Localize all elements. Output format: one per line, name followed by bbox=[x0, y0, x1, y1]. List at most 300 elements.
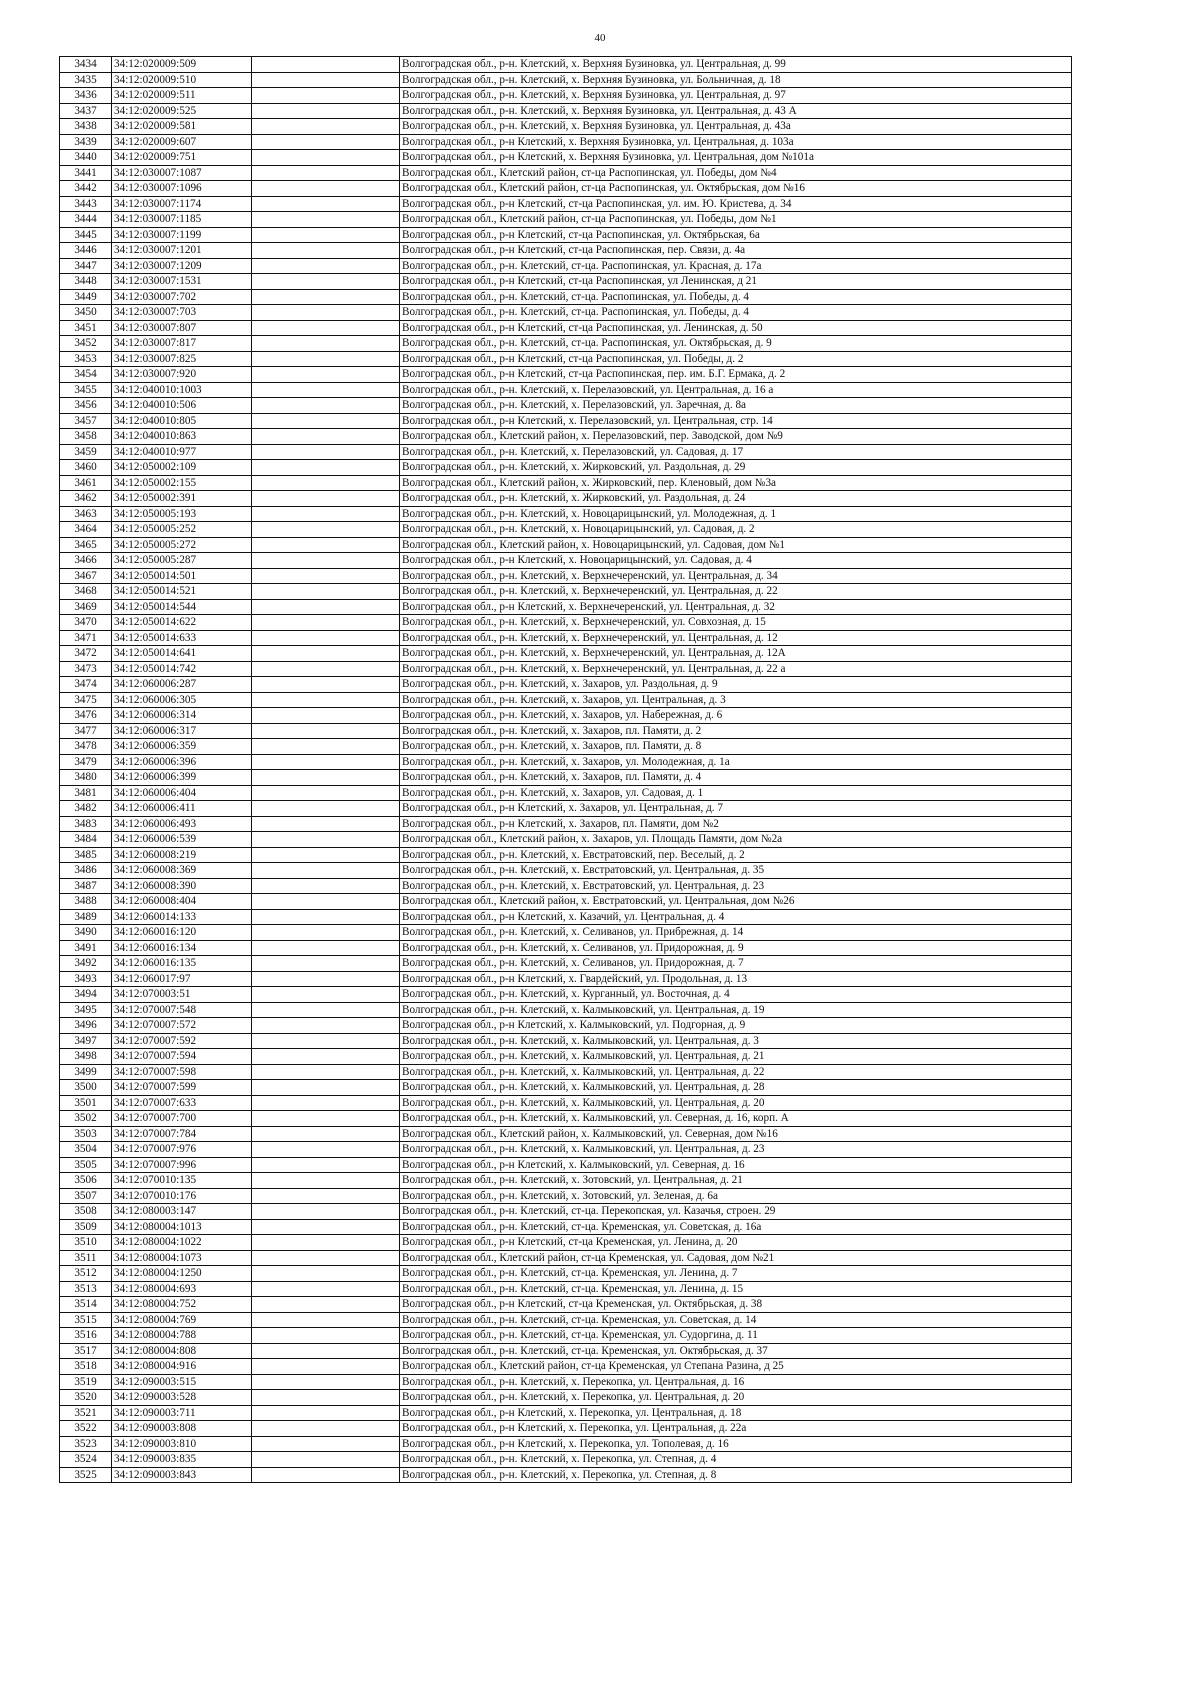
table-row bbox=[60, 429, 1072, 445]
cadastral-number: 34:12:060006:305 bbox=[112, 692, 252, 708]
empty-cell bbox=[252, 165, 400, 181]
empty-cell bbox=[252, 1297, 400, 1313]
row-number: 3472 bbox=[60, 646, 112, 662]
empty-cell bbox=[252, 770, 400, 786]
row-number: 3498 bbox=[60, 1049, 112, 1065]
cadastral-number: 34:12:060006:399 bbox=[112, 770, 252, 786]
address: Волгоградская обл., р-н. Клетский, х. Верхнечеренский, ул. Центральная, д. 34 bbox=[400, 568, 1072, 584]
table-row bbox=[60, 630, 1072, 646]
table-row bbox=[60, 1219, 1072, 1235]
row-number: 3481 bbox=[60, 785, 112, 801]
table-row bbox=[60, 522, 1072, 538]
table-row bbox=[60, 739, 1072, 755]
empty-cell bbox=[252, 351, 400, 367]
row-number: 3484 bbox=[60, 832, 112, 848]
row-number: 3470 bbox=[60, 615, 112, 631]
cadastral-number: 34:12:070007:784 bbox=[112, 1126, 252, 1142]
row-number: 3509 bbox=[60, 1219, 112, 1235]
table-body bbox=[60, 57, 1072, 1483]
empty-cell bbox=[252, 429, 400, 445]
address: Волгоградская обл., р-н. Клетский, х. Калмыковский, ул. Центральная, д. 28 bbox=[400, 1080, 1072, 1096]
table-row bbox=[60, 1421, 1072, 1437]
cadastral-number: 34:12:070007:700 bbox=[112, 1111, 252, 1127]
empty-cell bbox=[252, 57, 400, 73]
empty-cell bbox=[252, 1390, 400, 1406]
row-number: 3450 bbox=[60, 305, 112, 321]
empty-cell bbox=[252, 382, 400, 398]
row-number: 3495 bbox=[60, 1002, 112, 1018]
row-number: 3508 bbox=[60, 1204, 112, 1220]
table-row bbox=[60, 382, 1072, 398]
table-row bbox=[60, 987, 1072, 1003]
address: Волгоградская обл., Клетский район, х. Новоцарицынский, ул. Садовая, дом №1 bbox=[400, 537, 1072, 553]
cadastral-number: 34:12:070003:51 bbox=[112, 987, 252, 1003]
cadastral-number: 34:12:070010:176 bbox=[112, 1188, 252, 1204]
table-row bbox=[60, 1405, 1072, 1421]
address: Волгоградская обл., р-н Клетский, ст-ца Распопинская, пер. Связи, д. 4а bbox=[400, 243, 1072, 259]
cadastral-number: 34:12:040010:977 bbox=[112, 444, 252, 460]
table-row bbox=[60, 1281, 1072, 1297]
table-row bbox=[60, 1266, 1072, 1282]
cadastral-number: 34:12:040010:863 bbox=[112, 429, 252, 445]
row-number: 3462 bbox=[60, 491, 112, 507]
row-number: 3502 bbox=[60, 1111, 112, 1127]
table-row bbox=[60, 863, 1072, 879]
empty-cell bbox=[252, 336, 400, 352]
address: Волгоградская обл., р-н. Клетский, х. Захаров, ул. Молодежная, д. 1а bbox=[400, 754, 1072, 770]
cadastral-number: 34:12:070007:599 bbox=[112, 1080, 252, 1096]
empty-cell bbox=[252, 491, 400, 507]
address: Волгоградская обл., р-н. Клетский, ст-ца. Кременская, ул. Ленина, д. 7 bbox=[400, 1266, 1072, 1282]
row-number: 3486 bbox=[60, 863, 112, 879]
cadastral-number: 34:12:050014:622 bbox=[112, 615, 252, 631]
address: Волгоградская обл., р-н. Клетский, ст-ца. Кременская, ул. Судоргина, д. 11 bbox=[400, 1328, 1072, 1344]
table-row bbox=[60, 537, 1072, 553]
table-row bbox=[60, 754, 1072, 770]
cadastral-number: 34:12:090003:515 bbox=[112, 1374, 252, 1390]
address: Волгоградская обл., р-н. Клетский, х. Захаров, ул. Садовая, д. 1 bbox=[400, 785, 1072, 801]
table-row bbox=[60, 832, 1072, 848]
empty-cell bbox=[252, 894, 400, 910]
empty-cell bbox=[252, 878, 400, 894]
table-row bbox=[60, 599, 1072, 615]
row-number: 3503 bbox=[60, 1126, 112, 1142]
cadastral-number: 34:12:090003:843 bbox=[112, 1467, 252, 1483]
table-row bbox=[60, 196, 1072, 212]
empty-cell bbox=[252, 1421, 400, 1437]
table-row bbox=[60, 615, 1072, 631]
cadastral-number: 34:12:080004:1073 bbox=[112, 1250, 252, 1266]
table-row bbox=[60, 165, 1072, 181]
table-row bbox=[60, 646, 1072, 662]
table-row bbox=[60, 1188, 1072, 1204]
address: Волгоградская обл., р-н Клетский, ст-ца Распопинская, ул. Ленинская, д. 50 bbox=[400, 320, 1072, 336]
row-number: 3439 bbox=[60, 134, 112, 150]
empty-cell bbox=[252, 367, 400, 383]
empty-cell bbox=[252, 615, 400, 631]
table-row bbox=[60, 506, 1072, 522]
empty-cell bbox=[252, 1049, 400, 1065]
row-number: 3446 bbox=[60, 243, 112, 259]
empty-cell bbox=[252, 1405, 400, 1421]
cadastral-number: 34:12:060008:369 bbox=[112, 863, 252, 879]
table-row bbox=[60, 956, 1072, 972]
table-row bbox=[60, 584, 1072, 600]
row-number: 3487 bbox=[60, 878, 112, 894]
address: Волгоградская обл., р-н. Клетский, х. Калмыковский, ул. Центральная, д. 22 bbox=[400, 1064, 1072, 1080]
table-row bbox=[60, 1204, 1072, 1220]
address: Волгоградская обл., р-н. Клетский, х. Калмыковский, ул. Центральная, д. 23 bbox=[400, 1142, 1072, 1158]
empty-cell bbox=[252, 677, 400, 693]
address: Волгоградская обл., р-н. Клетский, х. Перекопка, ул. Центральная, д. 20 bbox=[400, 1390, 1072, 1406]
empty-cell bbox=[252, 971, 400, 987]
empty-cell bbox=[252, 1142, 400, 1158]
empty-cell bbox=[252, 181, 400, 197]
address: Волгоградская обл., р-н. Клетский, х. Перекопка, ул. Степная, д. 8 bbox=[400, 1467, 1072, 1483]
row-number: 3519 bbox=[60, 1374, 112, 1390]
table-row bbox=[60, 460, 1072, 476]
row-number: 3455 bbox=[60, 382, 112, 398]
table-row bbox=[60, 274, 1072, 290]
cadastral-number: 34:12:050005:193 bbox=[112, 506, 252, 522]
row-number: 3452 bbox=[60, 336, 112, 352]
row-number: 3512 bbox=[60, 1266, 112, 1282]
cadastral-number: 34:12:060006:493 bbox=[112, 816, 252, 832]
row-number: 3489 bbox=[60, 909, 112, 925]
table-row bbox=[60, 940, 1072, 956]
empty-cell bbox=[252, 739, 400, 755]
empty-cell bbox=[252, 940, 400, 956]
cadastral-number: 34:12:080004:788 bbox=[112, 1328, 252, 1344]
row-number: 3457 bbox=[60, 413, 112, 429]
empty-cell bbox=[252, 599, 400, 615]
empty-cell bbox=[252, 444, 400, 460]
table-row bbox=[60, 785, 1072, 801]
table-row bbox=[60, 491, 1072, 507]
address: Волгоградская обл., р-н Клетский, ст-ца Кременская, ул. Ленина, д. 20 bbox=[400, 1235, 1072, 1251]
address: Волгоградская обл., р-н Клетский, х. Новоцарицынский, ул. Садовая, д. 4 bbox=[400, 553, 1072, 569]
empty-cell bbox=[252, 1219, 400, 1235]
address: Волгоградская обл., р-н Клетский, ст-ца Распопинская, ул. Победы, д. 2 bbox=[400, 351, 1072, 367]
empty-cell bbox=[252, 227, 400, 243]
address: Волгоградская обл., р-н. Клетский, х. Калмыковский, ул. Северная, д. 16, корп. А bbox=[400, 1111, 1072, 1127]
cadastral-number: 34:12:060006:411 bbox=[112, 801, 252, 817]
empty-cell bbox=[252, 553, 400, 569]
empty-cell bbox=[252, 258, 400, 274]
table-row bbox=[60, 708, 1072, 724]
address: Волгоградская обл., р-н. Клетский, х. Селиванов, ул. Прибрежная, д. 14 bbox=[400, 925, 1072, 941]
row-number: 3522 bbox=[60, 1421, 112, 1437]
empty-cell bbox=[252, 243, 400, 259]
cadastral-number: 34:12:030007:703 bbox=[112, 305, 252, 321]
row-number: 3506 bbox=[60, 1173, 112, 1189]
row-number: 3478 bbox=[60, 739, 112, 755]
cadastral-number: 34:12:020009:607 bbox=[112, 134, 252, 150]
address: Волгоградская обл., р-н Клетский, х. Перелазовский, ул. Центральная, стр. 14 bbox=[400, 413, 1072, 429]
empty-cell bbox=[252, 1343, 400, 1359]
row-number: 3449 bbox=[60, 289, 112, 305]
address: Волгоградская обл., р-н Клетский, ст-ца Кременская, ул. Октябрьская, д. 38 bbox=[400, 1297, 1072, 1313]
table-row bbox=[60, 103, 1072, 119]
cadastral-number: 34:12:040010:805 bbox=[112, 413, 252, 429]
table-row bbox=[60, 336, 1072, 352]
table-row bbox=[60, 894, 1072, 910]
table-row bbox=[60, 88, 1072, 104]
empty-cell bbox=[252, 1467, 400, 1483]
row-number: 3468 bbox=[60, 584, 112, 600]
cadastral-number: 34:12:060016:135 bbox=[112, 956, 252, 972]
cadastral-number: 34:12:050014:521 bbox=[112, 584, 252, 600]
address: Волгоградская обл., р-н. Клетский, х. Евстратовский, ул. Центральная, д. 35 bbox=[400, 863, 1072, 879]
row-number: 3511 bbox=[60, 1250, 112, 1266]
address: Волгоградская обл., р-н. Клетский, х. Калмыковский, ул. Центральная, д. 3 bbox=[400, 1033, 1072, 1049]
row-number: 3520 bbox=[60, 1390, 112, 1406]
empty-cell bbox=[252, 1173, 400, 1189]
row-number: 3494 bbox=[60, 987, 112, 1003]
empty-cell bbox=[252, 661, 400, 677]
cadastral-number: 34:12:090003:810 bbox=[112, 1436, 252, 1452]
cadastral-number: 34:12:070007:592 bbox=[112, 1033, 252, 1049]
empty-cell bbox=[252, 413, 400, 429]
table-row bbox=[60, 320, 1072, 336]
cadastral-number: 34:12:060016:120 bbox=[112, 925, 252, 941]
empty-cell bbox=[252, 847, 400, 863]
cadastral-number: 34:12:050002:109 bbox=[112, 460, 252, 476]
row-number: 3485 bbox=[60, 847, 112, 863]
row-number: 3456 bbox=[60, 398, 112, 414]
address: Волгоградская обл., р-н Клетский, х. Гвардейский, ул. Продольная, д. 13 bbox=[400, 971, 1072, 987]
empty-cell bbox=[252, 1374, 400, 1390]
address: Волгоградская обл., р-н Клетский, х. Верхнечеренский, ул. Центральная, д. 32 bbox=[400, 599, 1072, 615]
table-row bbox=[60, 444, 1072, 460]
empty-cell bbox=[252, 522, 400, 538]
cadastral-number: 34:12:070010:135 bbox=[112, 1173, 252, 1189]
address: Волгоградская обл., Клетский район, ст-ца Распопинская, ул. Октябрьская, дом №16 bbox=[400, 181, 1072, 197]
empty-cell bbox=[252, 1266, 400, 1282]
row-number: 3515 bbox=[60, 1312, 112, 1328]
address: Волгоградская обл., р-н. Клетский, х. Селиванов, ул. Придорожная, д. 9 bbox=[400, 940, 1072, 956]
address: Волгоградская обл., р-н. Клетский, х. Захаров, пл. Памяти, д. 2 bbox=[400, 723, 1072, 739]
row-number: 3510 bbox=[60, 1235, 112, 1251]
table-row bbox=[60, 801, 1072, 817]
cadastral-number: 34:12:060006:404 bbox=[112, 785, 252, 801]
table-row bbox=[60, 1173, 1072, 1189]
address: Волгоградская обл., Клетский район, х. Захаров, ул. Площадь Памяти, дом №2а bbox=[400, 832, 1072, 848]
cadastral-number: 34:12:030007:807 bbox=[112, 320, 252, 336]
cadastral-number: 34:12:060017:97 bbox=[112, 971, 252, 987]
table-row bbox=[60, 1033, 1072, 1049]
cadastral-number: 34:12:060006:396 bbox=[112, 754, 252, 770]
cadastral-number: 34:12:060008:219 bbox=[112, 847, 252, 863]
table-row bbox=[60, 661, 1072, 677]
cadastral-number: 34:12:030007:920 bbox=[112, 367, 252, 383]
row-number: 3497 bbox=[60, 1033, 112, 1049]
cadastral-number: 34:12:020009:511 bbox=[112, 88, 252, 104]
cadastral-number: 34:12:060014:133 bbox=[112, 909, 252, 925]
address: Волгоградская обл., р-н Клетский, ст-ца Распопинская, ул. Октябрьская, 6а bbox=[400, 227, 1072, 243]
cadastral-number: 34:12:080003:147 bbox=[112, 1204, 252, 1220]
table-row bbox=[60, 1018, 1072, 1034]
address: Волгоградская обл., р-н Клетский, х. Казачий, ул. Центральная, д. 4 bbox=[400, 909, 1072, 925]
row-number: 3490 bbox=[60, 925, 112, 941]
empty-cell bbox=[252, 88, 400, 104]
table-row bbox=[60, 1312, 1072, 1328]
table-row bbox=[60, 289, 1072, 305]
row-number: 3473 bbox=[60, 661, 112, 677]
empty-cell bbox=[252, 289, 400, 305]
table-row bbox=[60, 181, 1072, 197]
cadastral-number: 34:12:070007:633 bbox=[112, 1095, 252, 1111]
cadastral-number: 34:12:020009:510 bbox=[112, 72, 252, 88]
cadastral-number: 34:12:030007:1087 bbox=[112, 165, 252, 181]
address: Волгоградская обл., р-н. Клетский, х. Захаров, ул. Центральная, д. 3 bbox=[400, 692, 1072, 708]
cadastral-number: 34:12:080004:1022 bbox=[112, 1235, 252, 1251]
address: Волгоградская обл., р-н. Клетский, ст-ца. Перекопская, ул. Казачья, строен. 29 bbox=[400, 1204, 1072, 1220]
table-row bbox=[60, 351, 1072, 367]
table-row bbox=[60, 1452, 1072, 1468]
cadastral-number: 34:12:060006:314 bbox=[112, 708, 252, 724]
row-number: 3476 bbox=[60, 708, 112, 724]
empty-cell bbox=[252, 925, 400, 941]
row-number: 3454 bbox=[60, 367, 112, 383]
table-row bbox=[60, 1250, 1072, 1266]
table-row bbox=[60, 1374, 1072, 1390]
address: Волгоградская обл., р-н Клетский, х. Калмыковский, ул. Северная, д. 16 bbox=[400, 1157, 1072, 1173]
address: Волгоградская обл., р-н Клетский, х. Перекопка, ул. Центральная, д. 18 bbox=[400, 1405, 1072, 1421]
row-number: 3463 bbox=[60, 506, 112, 522]
cadastral-number: 34:12:060008:390 bbox=[112, 878, 252, 894]
row-number: 3467 bbox=[60, 568, 112, 584]
cadastral-number: 34:12:040010:506 bbox=[112, 398, 252, 414]
empty-cell bbox=[252, 723, 400, 739]
row-number: 3505 bbox=[60, 1157, 112, 1173]
address: Волгоградская обл., р-н Клетский, х. Верхняя Бузиновка, ул. Центральная, дом №101а bbox=[400, 150, 1072, 166]
empty-cell bbox=[252, 630, 400, 646]
row-number: 3435 bbox=[60, 72, 112, 88]
empty-cell bbox=[252, 832, 400, 848]
row-number: 3440 bbox=[60, 150, 112, 166]
empty-cell bbox=[252, 584, 400, 600]
address: Волгоградская обл., р-н. Клетский, х. Перекопка, ул. Степная, д. 4 bbox=[400, 1452, 1072, 1468]
cadastral-number: 34:12:080004:916 bbox=[112, 1359, 252, 1375]
table-row bbox=[60, 677, 1072, 693]
address: Волгоградская обл., р-н. Клетский, ст-ца. Распопинская, ул. Красная, д. 17а bbox=[400, 258, 1072, 274]
row-number: 3479 bbox=[60, 754, 112, 770]
address: Волгоградская обл., р-н. Клетский, ст-ца. Кременская, ул. Советская, д. 14 bbox=[400, 1312, 1072, 1328]
empty-cell bbox=[252, 1033, 400, 1049]
cadastral-number: 34:12:090003:711 bbox=[112, 1405, 252, 1421]
table-row bbox=[60, 1467, 1072, 1483]
address: Волгоградская обл., р-н. Клетский, х. Перекопка, ул. Центральная, д. 16 bbox=[400, 1374, 1072, 1390]
empty-cell bbox=[252, 1126, 400, 1142]
address: Волгоградская обл., р-н. Клетский, ст-ца. Распопинская, ул. Победы, д. 4 bbox=[400, 289, 1072, 305]
cadastral-number: 34:12:060006:359 bbox=[112, 739, 252, 755]
cadastral-number: 34:12:050014:742 bbox=[112, 661, 252, 677]
row-number: 3436 bbox=[60, 88, 112, 104]
table-row bbox=[60, 1111, 1072, 1127]
address: Волгоградская обл., р-н. Клетский, х. Захаров, пл. Памяти, д. 4 bbox=[400, 770, 1072, 786]
table-row bbox=[60, 847, 1072, 863]
address: Волгоградская обл., Клетский район, ст-ца Распопинская, ул. Победы, дом №4 bbox=[400, 165, 1072, 181]
address: Волгоградская обл., р-н Клетский, х. Перекопка, ул. Тополевая, д. 16 bbox=[400, 1436, 1072, 1452]
cadastral-number: 34:12:070007:598 bbox=[112, 1064, 252, 1080]
address: Волгоградская обл., р-н Клетский, х. Захаров, пл. Памяти, дом №2 bbox=[400, 816, 1072, 832]
empty-cell bbox=[252, 1002, 400, 1018]
empty-cell bbox=[252, 119, 400, 135]
cadastral-number: 34:12:070007:996 bbox=[112, 1157, 252, 1173]
table-row bbox=[60, 909, 1072, 925]
row-number: 3517 bbox=[60, 1343, 112, 1359]
row-number: 3501 bbox=[60, 1095, 112, 1111]
address: Волгоградская обл., р-н. Клетский, х. Верхняя Бузиновка, ул. Больничная, д. 18 bbox=[400, 72, 1072, 88]
cadastral-number: 34:12:090003:808 bbox=[112, 1421, 252, 1437]
empty-cell bbox=[252, 103, 400, 119]
empty-cell bbox=[252, 72, 400, 88]
row-number: 3492 bbox=[60, 956, 112, 972]
table-row bbox=[60, 1390, 1072, 1406]
row-number: 3445 bbox=[60, 227, 112, 243]
row-number: 3524 bbox=[60, 1452, 112, 1468]
empty-cell bbox=[252, 1312, 400, 1328]
row-number: 3471 bbox=[60, 630, 112, 646]
table-row bbox=[60, 1297, 1072, 1313]
row-number: 3525 bbox=[60, 1467, 112, 1483]
row-number: 3523 bbox=[60, 1436, 112, 1452]
cadastral-number: 34:12:020009:525 bbox=[112, 103, 252, 119]
address: Волгоградская обл., р-н. Клетский, х. Евстратовский, ул. Центральная, д. 23 bbox=[400, 878, 1072, 894]
row-number: 3480 bbox=[60, 770, 112, 786]
empty-cell bbox=[252, 1204, 400, 1220]
row-number: 3504 bbox=[60, 1142, 112, 1158]
address: Волгоградская обл., р-н. Клетский, х. Верхнечеренский, ул. Центральная, д. 22 а bbox=[400, 661, 1072, 677]
empty-cell bbox=[252, 1250, 400, 1266]
row-number: 3496 bbox=[60, 1018, 112, 1034]
table-row bbox=[60, 119, 1072, 135]
empty-cell bbox=[252, 196, 400, 212]
row-number: 3461 bbox=[60, 475, 112, 491]
cadastral-number: 34:12:070007:594 bbox=[112, 1049, 252, 1065]
row-number: 3507 bbox=[60, 1188, 112, 1204]
empty-cell bbox=[252, 956, 400, 972]
empty-cell bbox=[252, 863, 400, 879]
address: Волгоградская обл., р-н. Клетский, х. Селиванов, ул. Придорожная, д. 7 bbox=[400, 956, 1072, 972]
row-number: 3444 bbox=[60, 212, 112, 228]
table-row bbox=[60, 367, 1072, 383]
address: Волгоградская обл., р-н. Клетский, ст-ца. Кременская, ул. Октябрьская, д. 37 bbox=[400, 1343, 1072, 1359]
table-row bbox=[60, 475, 1072, 491]
address: Волгоградская обл., р-н. Клетский, х. Жирковский, ул. Раздольная, д. 29 bbox=[400, 460, 1072, 476]
table-row bbox=[60, 1343, 1072, 1359]
empty-cell bbox=[252, 754, 400, 770]
cadastral-number: 34:12:080004:693 bbox=[112, 1281, 252, 1297]
address: Волгоградская обл., Клетский район, ст-ца Распопинская, ул. Победы, дом №1 bbox=[400, 212, 1072, 228]
empty-cell bbox=[252, 987, 400, 1003]
row-number: 3441 bbox=[60, 165, 112, 181]
cadastral-number: 34:12:050005:252 bbox=[112, 522, 252, 538]
cadastral-number: 34:12:030007:1174 bbox=[112, 196, 252, 212]
row-number: 3488 bbox=[60, 894, 112, 910]
table-row bbox=[60, 770, 1072, 786]
cadastral-number: 34:12:030007:702 bbox=[112, 289, 252, 305]
cadastral-number: 34:12:020009:751 bbox=[112, 150, 252, 166]
table-row bbox=[60, 134, 1072, 150]
address: Волгоградская обл., р-н. Клетский, х. Жирковский, ул. Раздольная, д. 24 bbox=[400, 491, 1072, 507]
cadastral-number: 34:12:030007:1185 bbox=[112, 212, 252, 228]
empty-cell bbox=[252, 708, 400, 724]
empty-cell bbox=[252, 150, 400, 166]
cadastral-number: 34:12:050014:641 bbox=[112, 646, 252, 662]
row-number: 3458 bbox=[60, 429, 112, 445]
